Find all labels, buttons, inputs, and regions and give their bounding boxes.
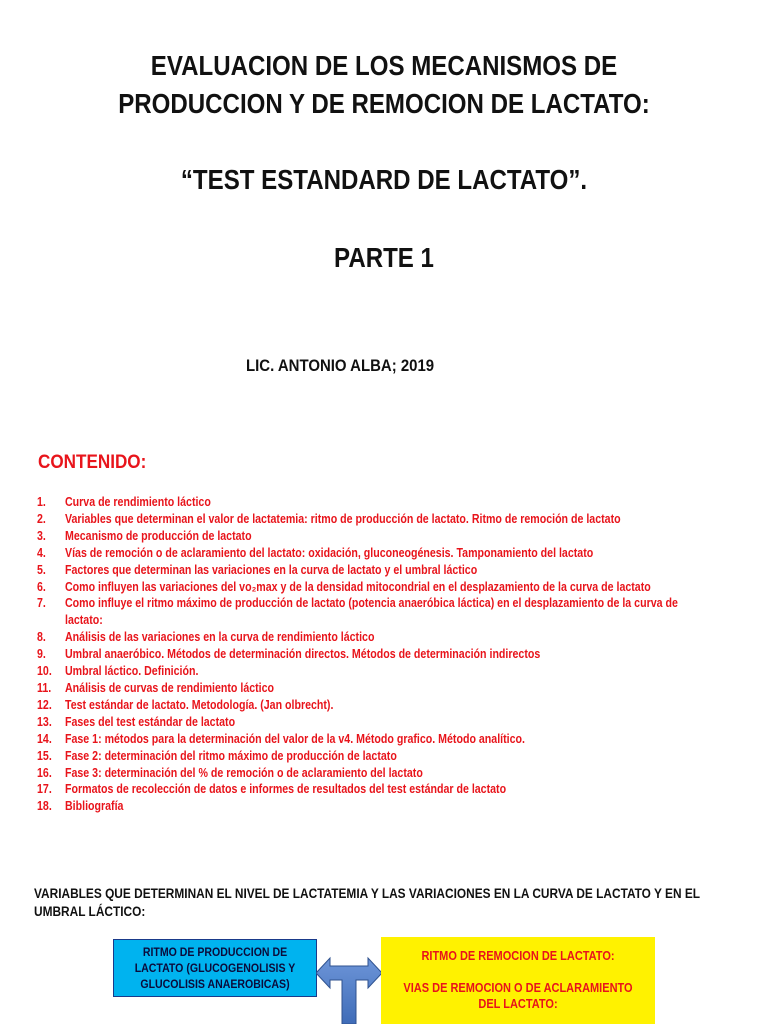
contents-item (37, 629, 737, 646)
contents-item-number: 7. (37, 596, 46, 611)
removal-pathways-label: VIAS DE REMOCION O DE ACLARAMIENTO DEL LACTATO: (403, 981, 633, 1011)
contents-item-text: Fase 3: determinación del % de remoción o de aclaramiento del lactato (65, 765, 423, 780)
contents-item-number: 18. (37, 799, 52, 814)
contents-item-text: Vías de remoción o de aclaramiento del lactato: oxidación, gluconeogénesis. Tamponamiento del lactato (65, 545, 594, 560)
variables-heading: VARIABLES QUE DETERMINAN EL NIVEL DE LACTATEMIA Y LAS VARIACIONES EN LA CURVA DE LACTATO Y EN EL UMBRAL LÁCTICO: (34, 886, 700, 919)
contents-list (37, 494, 737, 815)
production-rate-label: RITMO DE PRODUCCION DE LACTATO (GLUCOGENOLISIS Y GLUCOLISIS ANAEROBICAS) (134, 945, 296, 991)
contents-item (37, 663, 737, 680)
contents-item (37, 781, 737, 798)
contents-item-text: Umbral láctico. Definición. (65, 664, 199, 679)
contents-item-text: Bibliografía (65, 799, 124, 814)
contents-item-number: 3. (37, 528, 46, 543)
title-line-1: EVALUACION DE LOS MECANISMOS DE (150, 50, 618, 81)
contents-item (37, 528, 737, 545)
contents-item-number: 17. (37, 782, 52, 797)
contents-item-text: Curva de rendimiento láctico (65, 495, 211, 509)
contents-item-text: Variables que determinan el valor de lactatemia: ritmo de producción de lactato. Ritmo de remoción de lactato (65, 511, 621, 526)
contents-item-number: 12. (37, 697, 52, 712)
double-arrow-icon (316, 950, 382, 1024)
contents-item (37, 680, 737, 697)
contents-item (37, 579, 737, 596)
contents-item (37, 545, 737, 562)
contents-item-text: Fase 2: determinación del ritmo máximo de producción de lactato (65, 748, 397, 763)
author: LIC. ANTONIO ALBA; 2019 (246, 356, 435, 375)
contents-item-text: Factores que determinan las variaciones en la curva de lactato y el umbral láctico (65, 562, 478, 577)
production-rate-box (113, 939, 317, 997)
contents-item (37, 595, 737, 629)
contents-item-number: 15. (37, 748, 52, 763)
contents-item-text: Formatos de recolección de datos e informes de resultados del test estándar de lactato (65, 782, 507, 797)
title-line-2: PRODUCCION Y DE REMOCION DE LACTATO: (118, 88, 650, 119)
contents-item-number: 16. (37, 765, 52, 780)
contents-item-text: Análisis de las variaciones en la curva de rendimiento láctico (65, 630, 375, 645)
contents-item-number: 1. (37, 495, 46, 509)
contents-item-text: Fase 1: métodos para la determinación del valor de la v4. Método grafico. Método analítico. (65, 731, 525, 746)
removal-rate-box (381, 937, 655, 1024)
contents-item-text: Test estándar de lactato. Metodología. (Jan olbrecht). (65, 697, 334, 712)
contents-item-number: 8. (37, 630, 46, 645)
contents-item-number: 2. (37, 511, 46, 526)
title-part: PARTE 1 (334, 242, 434, 273)
contents-item-number: 11. (37, 680, 52, 695)
contents-item (37, 731, 737, 748)
contents-item-text: Como influyen las variaciones del vo₂max y de la densidad mitocondrial en el desplazamiento de la curva de lactato (65, 579, 651, 594)
contents-item (37, 714, 737, 731)
contents-item (37, 511, 737, 528)
contents-item (37, 494, 737, 511)
contents-item-number: 10. (37, 664, 52, 679)
contents-item-number: 9. (37, 647, 46, 662)
contents-item (37, 697, 737, 714)
contents-item-number: 5. (37, 562, 46, 577)
contents-item-text: Fases del test estándar de lactato (65, 714, 236, 729)
contents-item (37, 646, 737, 663)
contents-item-number: 6. (37, 579, 46, 594)
contents-item-text: Como influye el ritmo máximo de producción de lactato (potencia anaeróbica láctica) en el desplazamiento de la curva de lactato: (65, 596, 678, 628)
contents-item-number: 4. (37, 545, 46, 560)
contents-item (37, 765, 737, 782)
contents-item-text: Umbral anaeróbico. Métodos de determinación directos. Métodos de determinación indirectos (65, 647, 541, 662)
contents-item-number: 13. (37, 714, 52, 729)
title-line-3: “TEST ESTANDARD DE LACTATO”. (180, 164, 588, 195)
removal-rate-title: RITMO DE REMOCION DE LACTATO: (421, 949, 615, 963)
contents-item-number: 14. (37, 731, 52, 746)
contents-heading: CONTENIDO: (38, 452, 147, 473)
contents-item (37, 562, 737, 579)
contents-item (37, 748, 737, 765)
contents-item (37, 798, 737, 815)
contents-item-text: Mecanismo de producción de lactato (65, 528, 252, 543)
contents-item-text: Análisis de curvas de rendimiento láctico (65, 680, 275, 695)
